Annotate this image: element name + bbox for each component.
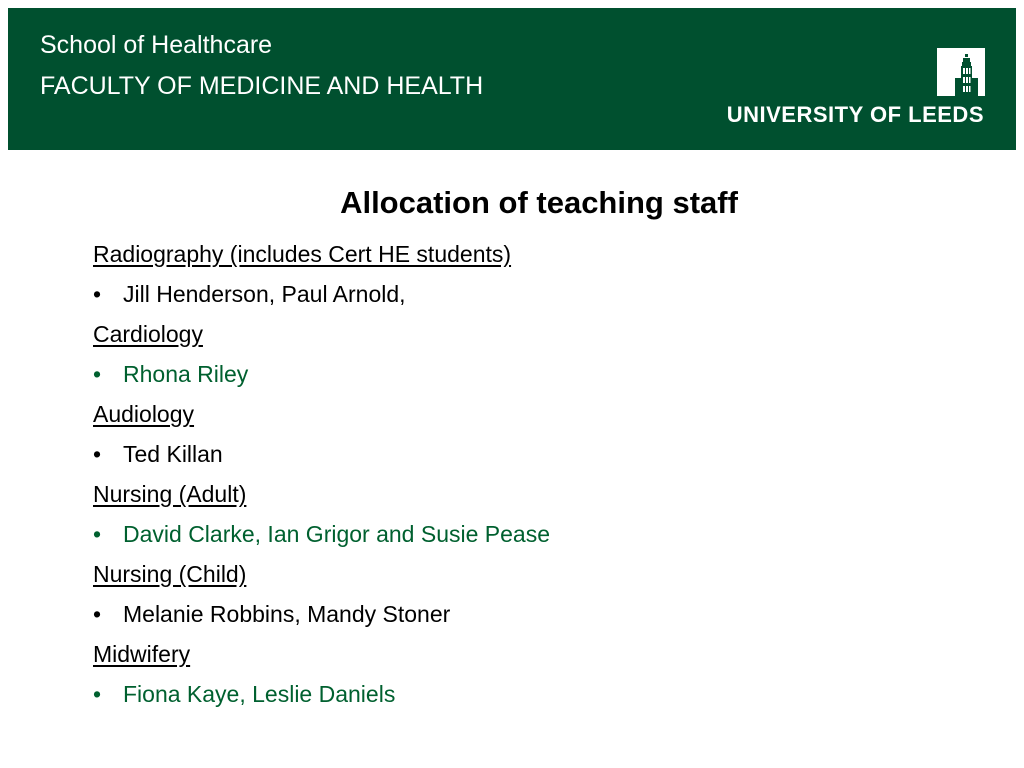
parkinson-tower-icon: [937, 48, 985, 96]
slide-title: Allocation of teaching staff: [340, 185, 738, 220]
section-heading-radiography: Radiography (includes Cert HE students): [93, 241, 512, 267]
bullet-icon: •: [93, 681, 102, 707]
staff-list-item: [93, 356, 973, 396]
staff-names: Melanie Robbins, Mandy Stoner: [123, 601, 451, 627]
staff-allocation-list: [93, 236, 973, 716]
staff-list-item: [93, 276, 973, 316]
staff-list-item: [93, 676, 973, 716]
section-heading-midwifery: Midwifery: [93, 641, 191, 667]
faculty-name: FACULTY OF MEDICINE AND HEALTH: [40, 72, 484, 100]
staff-names: David Clarke, Ian Grigor and Susie Pease: [123, 521, 550, 547]
section-heading-audiology: Audiology: [93, 401, 195, 427]
staff-list-item: [93, 516, 973, 556]
staff-names: Fiona Kaye, Leslie Daniels: [123, 681, 396, 707]
bullet-icon: •: [93, 361, 102, 387]
university-logo-text: UNIVERSITY OF LEEDS: [726, 102, 984, 127]
staff-list-item: [93, 596, 973, 636]
staff-names: Rhona Riley: [123, 361, 249, 387]
bullet-icon: •: [93, 441, 102, 467]
staff-names: Jill Henderson, Paul Arnold,: [123, 281, 406, 307]
staff-names: Ted Killan: [123, 441, 223, 467]
bullet-icon: •: [93, 521, 102, 547]
bullet-icon: •: [93, 281, 102, 307]
school-name: School of Healthcare: [40, 31, 273, 59]
section-heading-cardiology: Cardiology: [93, 321, 203, 347]
staff-list-item: [93, 436, 973, 476]
section-heading-nursing-adult: Nursing (Adult): [93, 481, 247, 507]
bullet-icon: •: [93, 601, 102, 627]
header-banner: [8, 8, 1016, 150]
section-heading-nursing-child: Nursing (Child): [93, 561, 247, 587]
